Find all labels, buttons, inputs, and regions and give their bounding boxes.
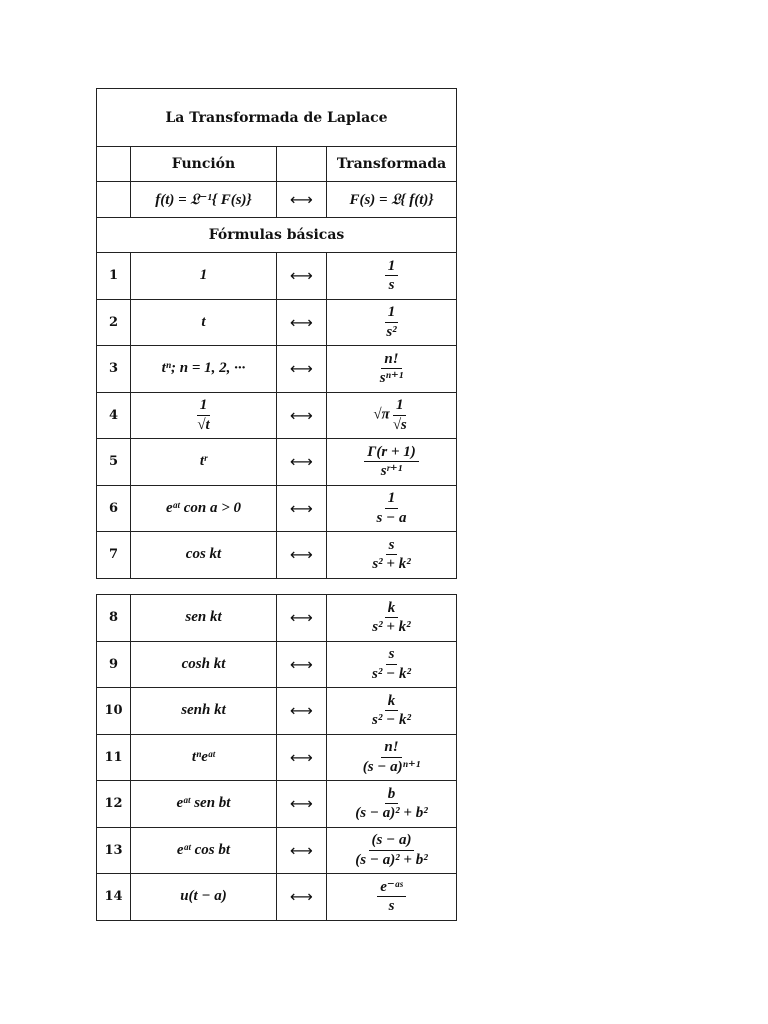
row-number: 1 xyxy=(97,253,131,300)
laplace-table-part-1 xyxy=(96,88,457,579)
transform-cell xyxy=(327,346,457,393)
transform-fraction: $\frac{s}{\text{s² − k²}}$ xyxy=(372,646,411,682)
function-cell: t xyxy=(131,299,277,346)
transform-fraction: $\frac{b}{\text{(s − a)² + b²}}$ xyxy=(355,785,428,822)
transform-cell xyxy=(327,641,457,688)
table-row xyxy=(97,299,457,346)
transform-cell xyxy=(327,595,457,642)
transform-fraction: $\frac{1}{\text{s²}}$ xyxy=(386,304,397,340)
transform-fraction: $\frac{k}{\text{s² + k²}}$ xyxy=(372,599,411,636)
arrow-icon: ⟷ xyxy=(277,485,327,532)
row-number: 5 xyxy=(97,439,131,486)
row-number: 7 xyxy=(97,532,131,579)
row-number: 10 xyxy=(97,688,131,735)
arrow-icon: ⟷ xyxy=(277,688,327,735)
transform-cell xyxy=(327,734,457,781)
arrow-icon: ⟷ xyxy=(277,299,327,346)
row-number: 12 xyxy=(97,781,131,828)
row-number: 13 xyxy=(97,827,131,874)
table-row xyxy=(97,439,457,486)
arrow-icon: ⟷ xyxy=(277,253,327,300)
def-forward: F(s) = 𝔏{ f(t)} xyxy=(327,182,457,218)
arrow-icon: ⟷ xyxy=(277,532,327,579)
transform-cell: √π $\frac{1}{√s}$ xyxy=(327,392,457,439)
arrow-icon: ⟷ xyxy=(277,734,327,781)
function-fraction: $\frac{1}{√t}$ xyxy=(197,397,210,433)
arrow-icon: ⟷ xyxy=(277,182,327,218)
table-row xyxy=(97,485,457,532)
transform-fraction: $\frac{n!}{\text{sⁿ⁺¹}}$ xyxy=(379,350,404,387)
function-cell: tʳ xyxy=(131,439,277,486)
header-transformada: Transformada xyxy=(327,147,457,182)
transform-fraction: $\frac{k}{\text{s² − k²}}$ xyxy=(372,692,411,729)
table-row xyxy=(97,595,457,642)
section-title: Fórmulas básicas xyxy=(97,218,457,253)
arrow-icon: ⟷ xyxy=(277,874,327,921)
function-cell: cosh kt xyxy=(131,641,277,688)
transform-cell xyxy=(327,439,457,486)
header-blank-cell xyxy=(277,147,327,182)
transform-cell xyxy=(327,874,457,921)
transform-cell xyxy=(327,253,457,300)
row-number: 14 xyxy=(97,874,131,921)
transform-fraction: $\frac{1}{s}$ xyxy=(385,258,399,294)
transform-fraction: $\frac{1}{s - a}$ xyxy=(376,490,407,526)
table-row xyxy=(97,688,457,735)
arrow-icon: ⟷ xyxy=(277,827,327,874)
header-blank-cell xyxy=(97,147,131,182)
table-row xyxy=(97,781,457,828)
transform-fraction: $\frac{1}{√s}$ xyxy=(392,397,407,433)
function-cell: 1 xyxy=(131,253,277,300)
transform-fraction: $\frac{\text{e⁻ᵃˢ}}{s}$ xyxy=(377,879,406,915)
table-row xyxy=(97,532,457,579)
function-cell: sen kt xyxy=(131,595,277,642)
transform-cell xyxy=(327,532,457,579)
function-cell: tⁿ; n = 1, 2, ··· xyxy=(131,346,277,393)
transform-fraction: $\frac{s}{\text{s² + k²}}$ xyxy=(372,536,411,573)
def-inverse: f(t) = 𝔏⁻¹{ F(s)} xyxy=(131,182,277,218)
arrow-icon: ⟷ xyxy=(277,346,327,393)
transform-cell xyxy=(327,485,457,532)
table-row xyxy=(97,641,457,688)
arrow-icon: ⟷ xyxy=(277,439,327,486)
arrow-icon: ⟷ xyxy=(277,781,327,828)
transform-fraction: $\frac{\Gamma(r + 1)}{\text{sʳ⁺¹}}$ xyxy=(364,444,418,480)
function-cell xyxy=(131,392,277,439)
table-row xyxy=(97,346,457,393)
arrow-icon: ⟷ xyxy=(277,641,327,688)
function-cell: u(t − a) xyxy=(131,874,277,921)
table-row xyxy=(97,734,457,781)
function-cell: eᵃᵗ cos bt xyxy=(131,827,277,874)
transform-fraction: $\frac{n!}{\text{(s − a)ⁿ⁺¹}}$ xyxy=(362,739,421,775)
function-cell: eᵃᵗ sen bt xyxy=(131,781,277,828)
function-cell: senh kt xyxy=(131,688,277,735)
row-number: 6 xyxy=(97,485,131,532)
row-number: 8 xyxy=(97,595,131,642)
row-number: 3 xyxy=(97,346,131,393)
arrow-icon: ⟷ xyxy=(277,392,327,439)
function-cell: tⁿeᵃᵗ xyxy=(131,734,277,781)
laplace-table-part-2 xyxy=(96,594,457,921)
transform-fraction: $\frac{(s - a)}{\text{(s − a)² + b²}}$ xyxy=(355,832,428,868)
row-number: 11 xyxy=(97,734,131,781)
function-cell: cos kt xyxy=(131,532,277,579)
def-blank-cell xyxy=(97,182,131,218)
row-number: 2 xyxy=(97,299,131,346)
table-row xyxy=(97,253,457,300)
header-funcion: Función xyxy=(131,147,277,182)
row-number: 9 xyxy=(97,641,131,688)
transform-cell xyxy=(327,827,457,874)
transform-cell xyxy=(327,299,457,346)
table-row xyxy=(97,392,457,439)
table-title: La Transformada de Laplace xyxy=(97,89,457,147)
table-row xyxy=(97,874,457,921)
arrow-icon: ⟷ xyxy=(277,595,327,642)
transform-cell xyxy=(327,688,457,735)
row-number: 4 xyxy=(97,392,131,439)
transform-cell xyxy=(327,781,457,828)
function-cell: eᵃᵗ con a > 0 xyxy=(131,485,277,532)
table-row xyxy=(97,827,457,874)
